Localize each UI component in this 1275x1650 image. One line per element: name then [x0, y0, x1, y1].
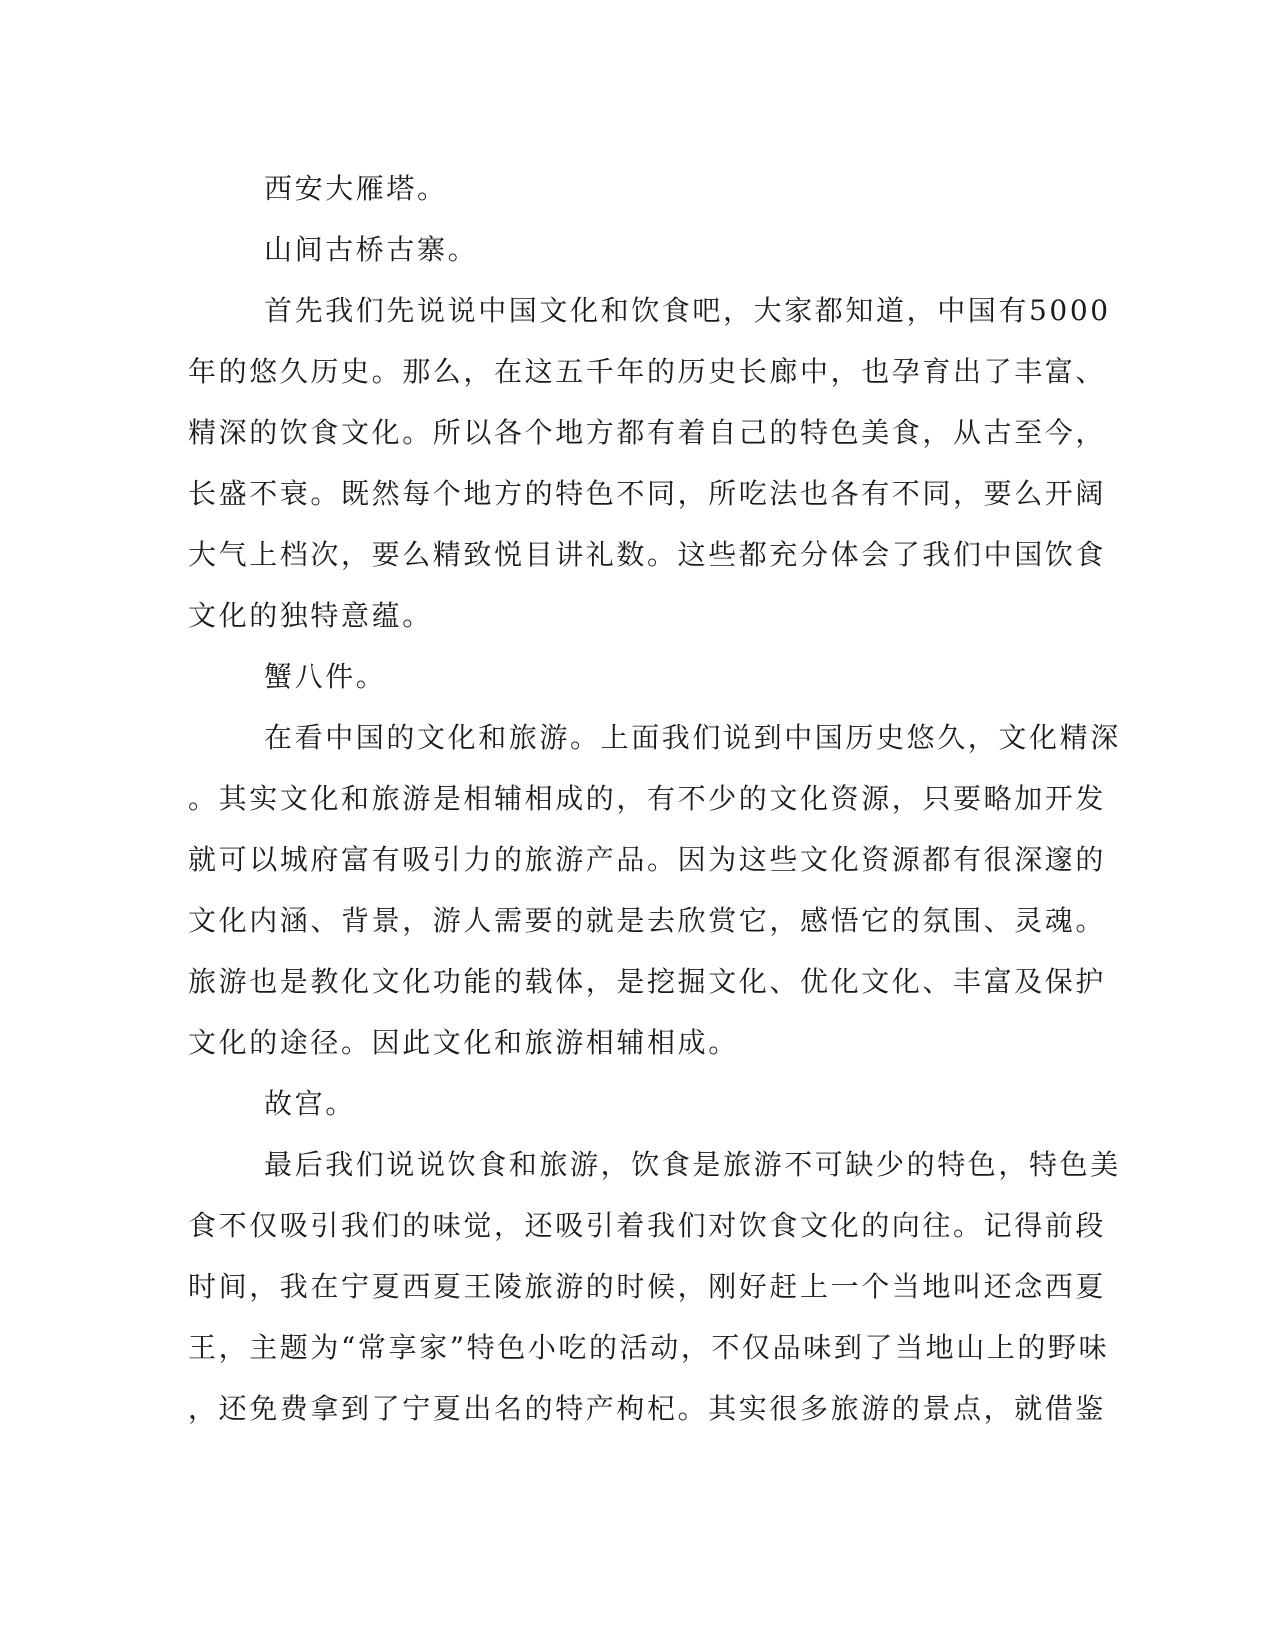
text-line: 。其实文化和旅游是相辅相成的，有不少的文化资源，只要略加开发 [188, 782, 1107, 815]
text-line: 旅游也是教化文化功能的载体，是挖掘文化、优化文化、丰富及保护 [188, 965, 1107, 998]
text-line: 故宫。 [264, 1087, 356, 1120]
text-line: 王，主题为“常享家”特色小吃的活动，不仅品味到了当地山上的野味 [188, 1331, 1110, 1364]
text-line: 蟹八件。 [264, 660, 387, 693]
text-line: 文化的独特意蕴。 [188, 599, 433, 632]
document-body [188, 158, 1121, 1439]
text-line: 首先我们先说说中国文化和饮食吧，大家都知道，中国有5000 [264, 294, 1111, 327]
caption-paragraph [188, 1073, 1068, 1134]
text-line: 时间，我在宁夏西夏王陵旅游的时候，刚好赶上一个当地叫还念西夏 [188, 1270, 1107, 1303]
text-line: 文化内涵、背景，游人需要的就是去欣赏它，感悟它的氛围、灵魂。 [188, 904, 1107, 937]
text-line: 食不仅吸引我们的味觉，还吸引着我们对饮食文化的向往。记得前段 [188, 1209, 1107, 1242]
text-line: 年的悠久历史。那么，在这五千年的历史长廊中，也孕育出了丰富、 [188, 355, 1107, 388]
text-line: 山间古桥古寨。 [264, 233, 479, 266]
text-line: 最后我们说说饮食和旅游，饮食是旅游不可缺少的特色，特色美 [264, 1148, 1121, 1181]
body-paragraph [188, 280, 1111, 646]
text-line: 文化的途径。因此文化和旅游相辅相成。 [188, 1026, 739, 1059]
text-line: 精深的饮食文化。所以各个地方都有着自己的特色美食，从古至今， [188, 416, 1107, 449]
body-paragraph [188, 1134, 1121, 1439]
body-paragraph [188, 707, 1121, 1073]
text-line: ，还免费拿到了宁夏出名的特产枸杞。其实很多旅游的景点，就借鉴 [188, 1392, 1107, 1425]
caption-paragraph [188, 219, 1068, 280]
text-line: 西安大雁塔。 [264, 172, 448, 205]
caption-paragraph [188, 646, 1068, 707]
text-line: 长盛不衰。既然每个地方的特色不同，所吃法也各有不同，要么开阔 [188, 477, 1107, 510]
caption-paragraph [188, 158, 1068, 219]
text-line: 就可以城府富有吸引力的旅游产品。因为这些文化资源都有很深邃的 [188, 843, 1107, 876]
text-line: 在看中国的文化和旅游。上面我们说到中国历史悠久，文化精深 [264, 721, 1121, 754]
text-line: 大气上档次，要么精致悦目讲礼数。这些都充分体会了我们中国饮食 [188, 538, 1107, 571]
